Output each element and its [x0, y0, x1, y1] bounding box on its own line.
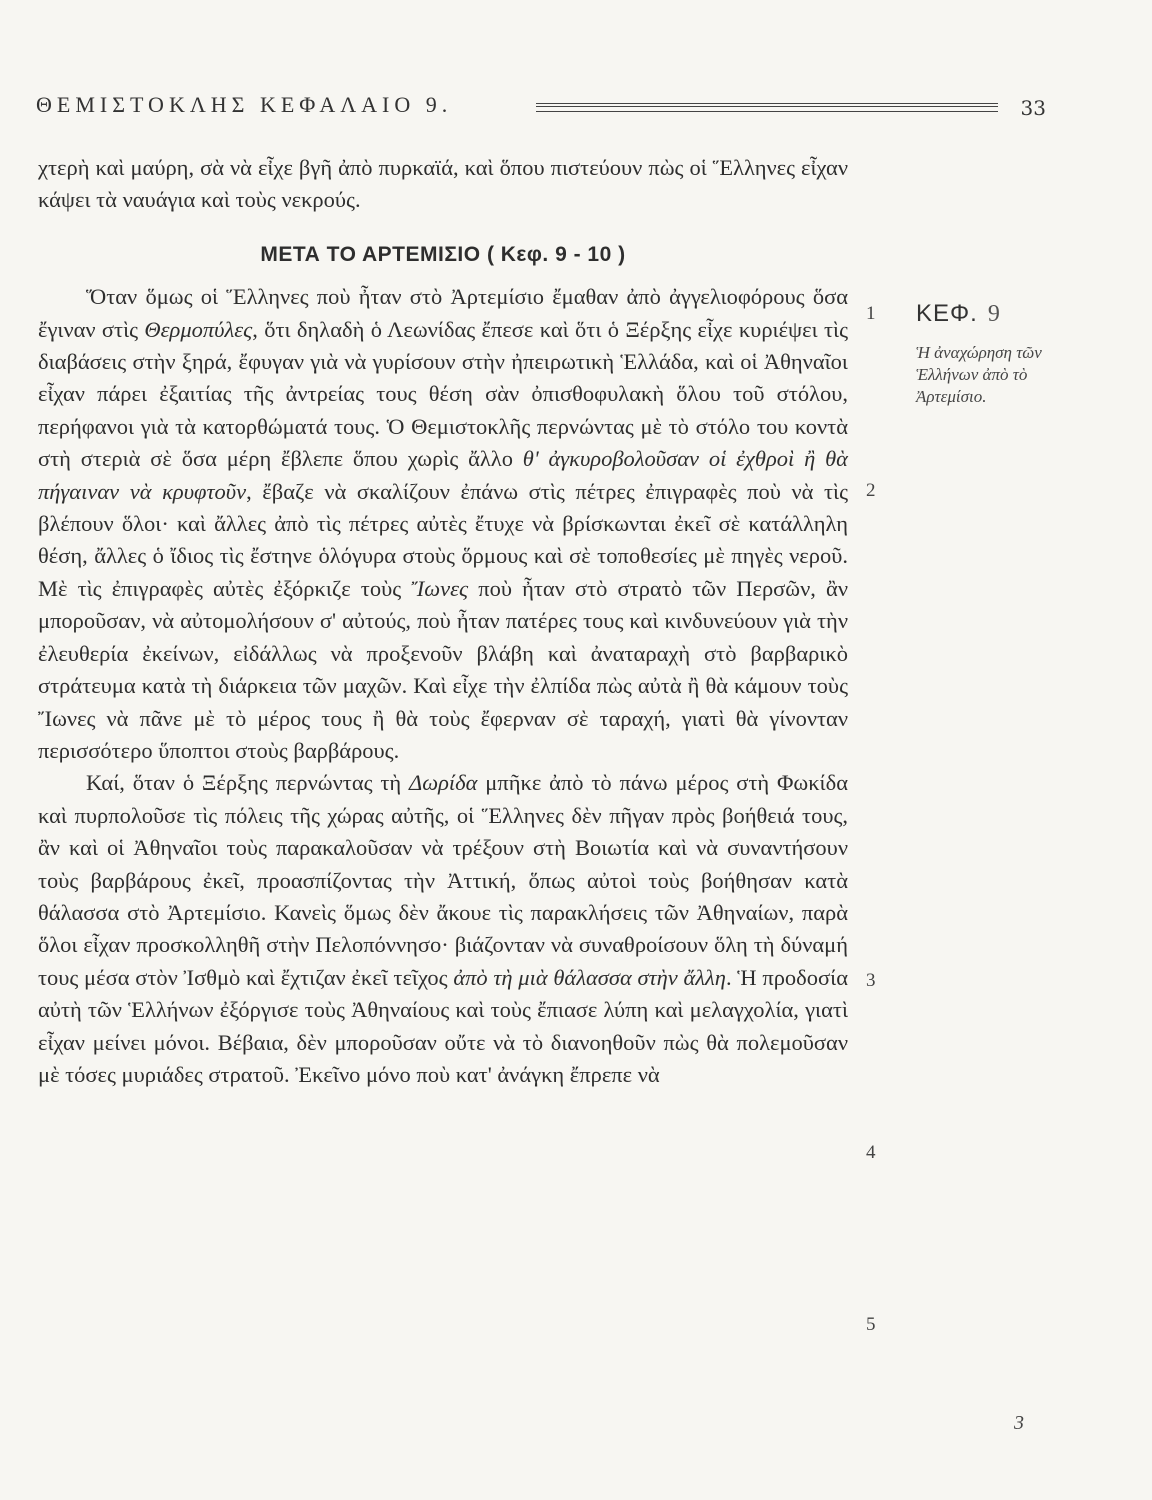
margin-number: 2	[866, 480, 876, 501]
margin-number: 4	[866, 1142, 876, 1163]
section-heading	[38, 239, 848, 271]
sidenote	[916, 300, 1066, 408]
header-rule	[536, 103, 998, 112]
section-heading-reference: ( Κεφ. 9 - 10 )	[486, 242, 626, 266]
signature-mark: 3	[1014, 1412, 1024, 1434]
section-heading-title: ΜΕΤΑ ΤΟ ΑΡΤΕΜΙΣΙΟ	[260, 242, 481, 266]
sidenote-chapter: ΚΕΦ. 9	[916, 300, 1001, 327]
paragraph-continued: χτερὴ καὶ μαύρη, σὰ νὰ εἶχε βγῆ ἀπὸ πυρκαϊά, καὶ ὅπου πιστεύουν πὼς οἱ Ἕλληνες εἶχαν κάψει τὰ ναυάγια καὶ τοὺς νεκρούς.	[38, 155, 848, 213]
running-header	[36, 92, 1046, 122]
margin-number: 1	[866, 303, 876, 324]
body-text	[38, 152, 848, 1091]
sidenote-text: Ἡ ἀναχώρηση τῶν Ἑλλήνων ἀπὸ τὸ Ἀρτεμίσιο.	[916, 343, 1042, 406]
margin-number: 3	[866, 970, 876, 991]
margin-number: 5	[866, 1314, 876, 1335]
running-title: ΘΕΜΙΣΤΟΚΛΗΣ ΚΕΦΑΛΑΙΟ 9.	[36, 92, 453, 117]
page-number: 33	[1020, 96, 1046, 120]
paragraph-2: Καί, ὅταν ὁ Ξέρξης περνώντας τὴ Δωρίδα μπῆκε ἀπὸ τὸ πάνω μέρος στὴ Φωκίδα καὶ πυρπολοῦσε τὶς πόλεις τῆς χώρας αὐτῆς, οἱ Ἕλληνες δὲν πῆγαν πρὸς βοήθειά τους, ἂν καὶ οἱ Ἀθηναῖοι τοὺς παρακαλοῦσαν νὰ τρέξουν στὴ Βοιωτία καὶ νὰ συναντήσουν τοὺς βαρβάρους ἐκεῖ, προασπίζοντας τὴν Ἀττική, ὅπως αὐτοὶ τοὺς βοήθησαν κατὰ θάλασσα στὸ Ἀρτεμίσιο. Κανεὶς ὅμως δὲν ἄκουε τὶς παρακλήσεις τῶν Ἀθηναίων, παρὰ ὅλοι εἶχαν προσκολληθῆ στὴν Πελοπόννησο· βιάζονταν νὰ συναθροίσουν ὅλη τὴ δύναμή τους μέσα στὸν Ἰσθμὸ καὶ ἔχτιζαν ἐκεῖ τεῖχος ἀπὸ τὴ μιὰ θάλασσα στὴν ἄλλη. Ἡ προδοσία αὐτὴ τῶν Ἑλλήνων ἐξόργισε τοὺς Ἀθηναίους καὶ τοὺς ἔπιασε λύπη καὶ μελαγχολία, γιατὶ εἶχαν μείνει μόνοι. Βέβαια, δὲν μποροῦσαν οὔτε νὰ τὸ διανοηθοῦν πὼς θὰ πολεμοῦσαν μὲ τόσες μυριάδες στρατοῦ. Ἐκεῖνο μόνο ποὺ κατ' ἀνάγκη ἔπρεπε νὰ	[38, 770, 849, 1087]
paragraph-1: Ὅταν ὅμως οἱ Ἕλληνες ποὺ ἦταν στὸ Ἀρτεμίσιο ἔμαθαν ἀπὸ ἀγγελιοφόρους ὅσα ἔγιναν στὶς Θερμοπύλες, ὅτι δηλαδὴ ὁ Λεωνίδας ἔπεσε καὶ ὅτι ὁ Ξέρξης εἶχε κυριέψει τὶς διαβάσεις στὴν ξηρά, ἔφυγαν γιὰ νὰ γυρίσουν στὴν ἠπειρωτικὴ Ἑλλάδα, καὶ οἱ Ἀθηναῖοι εἶχαν πάρει ἐξαιτίας τῆς ἀντρείας τους θέση σὰν ὀπισθοφυλακὴ ὅλου τοῦ στόλου, περήφανοι γιὰ τὰ κατορθώματά τους. Ὁ Θεμιστοκλῆς περνώντας μὲ τὸ στόλο του κοντὰ στὴ στεριὰ σὲ ὅσα μέρη ἔβλεπε ὅπου χωρὶς ἄλλο θ' ἀγκυροβολοῦσαν οἱ ἐχθροὶ ἢ θὰ πήγαιναν νὰ κρυφτοῦν, ἔβαζε νὰ σκαλίζουν ἐπάνω στὶς πέτρες ἐπιγραφὲς ποὺ νὰ τὶς βλέπουν ὅλοι· καὶ ἄλλες ἀπὸ τὶς πέτρες αὐτὲς ἔτυχε νὰ βρίσκωνται ἐκεῖ σὲ κατάλληλη θέση, ἄλλες ὁ ἴδιος τὶς ἔστηνε ὁλόγυρα στοὺς ὅρμους καὶ σὲ τοποθεσίες μὲ πηγὲς νεροῦ. Μὲ τὶς ἐπιγραφὲς αὐτὲς ἐξόρκιζε τοὺς Ἴωνες ποὺ ἦταν στὸ στρατὸ τῶν Περσῶν, ἂν μποροῦσαν, νὰ αὐτομολήσουν σ' αὐτούς, ποὺ ἦταν πατέρες τους καὶ κινδυνεύουν γιὰ τὴν ἐλευθερία ἐκείνων, εἰδάλλως νὰ προξενοῦν βλάβη καὶ ἀναταραχὴ στὸ βαρβαρικὸ στράτευμα κατὰ τὴ διάρκεια τῶν μαχῶν. Καὶ εἶχε τὴν ἐλπίδα πὼς αὐτὰ ἢ θὰ κάμουν τοὺς Ἴωνες νὰ πᾶνε μὲ τὸ μέρος τους ἢ θὰ τοὺς ἔφερναν σὲ ταραχή, γιατὶ θὰ γίνονταν περισσότερο ὕποπτοι στοὺς βαρβάρους.	[38, 284, 848, 763]
